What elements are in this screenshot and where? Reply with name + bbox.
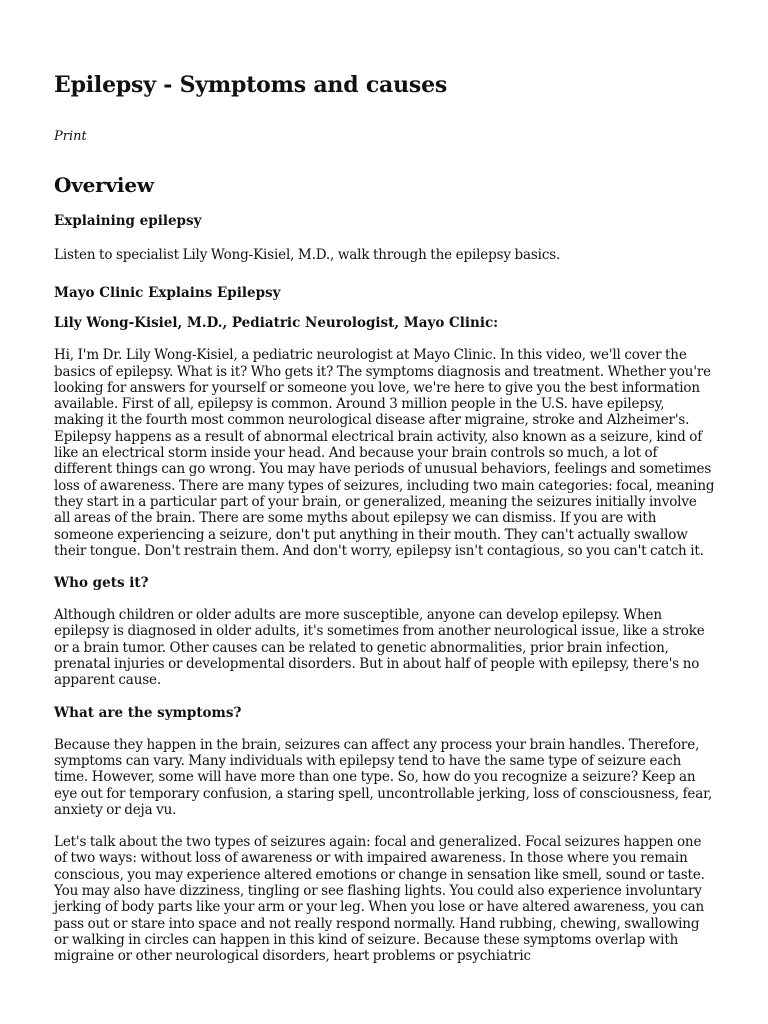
who-gets-it-heading: Who gets it? (54, 575, 149, 592)
explaining-intro-paragraph: Listen to specialist Lily Wong-Kisiel, M.D., walk through the epilepsy basics. (54, 247, 561, 263)
page-title: Epilepsy - Symptoms and causes (54, 72, 448, 98)
article-body (54, 173, 716, 979)
who-gets-it-paragraph: Although children or older adults are more susceptible, anyone can develop epilepsy. When epilepsy is diagnosed in older adults, it's sometimes from another neurological issue, like a stroke or a brain tumor. Other causes can be related to genetic abnormalities, prior brain infection, prenatal injuries or developmental disorders. But in about half of people with epilepsy, there's no apparent cause. (54, 607, 705, 689)
speaker-heading: Lily Wong-Kisiel, M.D., Pediatric Neurologist, Mayo Clinic: (54, 315, 499, 332)
overview-heading: Overview (54, 173, 154, 197)
video-title-heading: Mayo Clinic Explains Epilepsy (54, 285, 281, 302)
symptoms-paragraph-1: Because they happen in the brain, seizures can affect any process your brain handles. Therefore, symptoms can vary. Many individuals with epilepsy tend to have the same type of seizure each time. However, some will have more than one type. So, how do you recognize a seizure? Keep an eye out for temporary confusion, a staring spell, uncontrollable jerking, loss of consciousness, fear, anxiety or deja vu. (54, 736, 713, 818)
print-link[interactable]: Print (54, 129, 87, 144)
symptoms-heading: What are the symptoms? (54, 704, 242, 721)
explaining-epilepsy-heading: Explaining epilepsy (54, 213, 202, 229)
transcript-paragraph: Hi, I'm Dr. Lily Wong-Kisiel, a pediatric neurologist at Mayo Clinic. In this video, we'll cover the basics of epilepsy. What is it? Who gets it? The symptoms diagnosis and treatment. Whether you're looking for answers for yourself or someone you love, we're here to give you the best information available. First of all, epilepsy is common. Around 3 million people in the U.S. have epilepsy, making it the fourth most common neurological disease after migraine, stroke and Alzheimer's. Epilepsy happens as a result of abnormal electrical brain activity, also known as a seizure, kind of like an electrical storm inside your head. And because your brain controls so much, a lot of different things can go wrong. You may have periods of unusual behaviors, feelings and sometimes loss of awareness. There are many types of seizures, including two main categories: focal, meaning they start in a particular part of your brain, or generalized, meaning the seizures initially involve all areas of the brain. There are some myths about epilepsy we can dismiss. If you are with someone experiencing a seizure, don't put anything in their mouth. They can't actually swallow their tongue. Don't restrain them. And don't worry, epilepsy isn't contagious, so you can't catch it. (54, 347, 715, 559)
symptoms-paragraph-2: Let's talk about the two types of seizures again: focal and generalized. Focal seizures happen one of two ways: without loss of awareness or with impaired awareness. In those where you remain conscious, you may experience altered emotions or change in sensation like smell, sound or taste. You may also have dizziness, tingling or see flashing lights. You could also experience involuntary jerking of body parts like your arm or your leg. When you lose or have altered awareness, you can pass out or stare into space and not really respond normally. Hand rubbing, chewing, swallowing or walking in circles can happen in this kind of seizure. Because these symptoms overlap with migraine or other neurological disorders, heart problems or psychiatric (54, 834, 705, 965)
